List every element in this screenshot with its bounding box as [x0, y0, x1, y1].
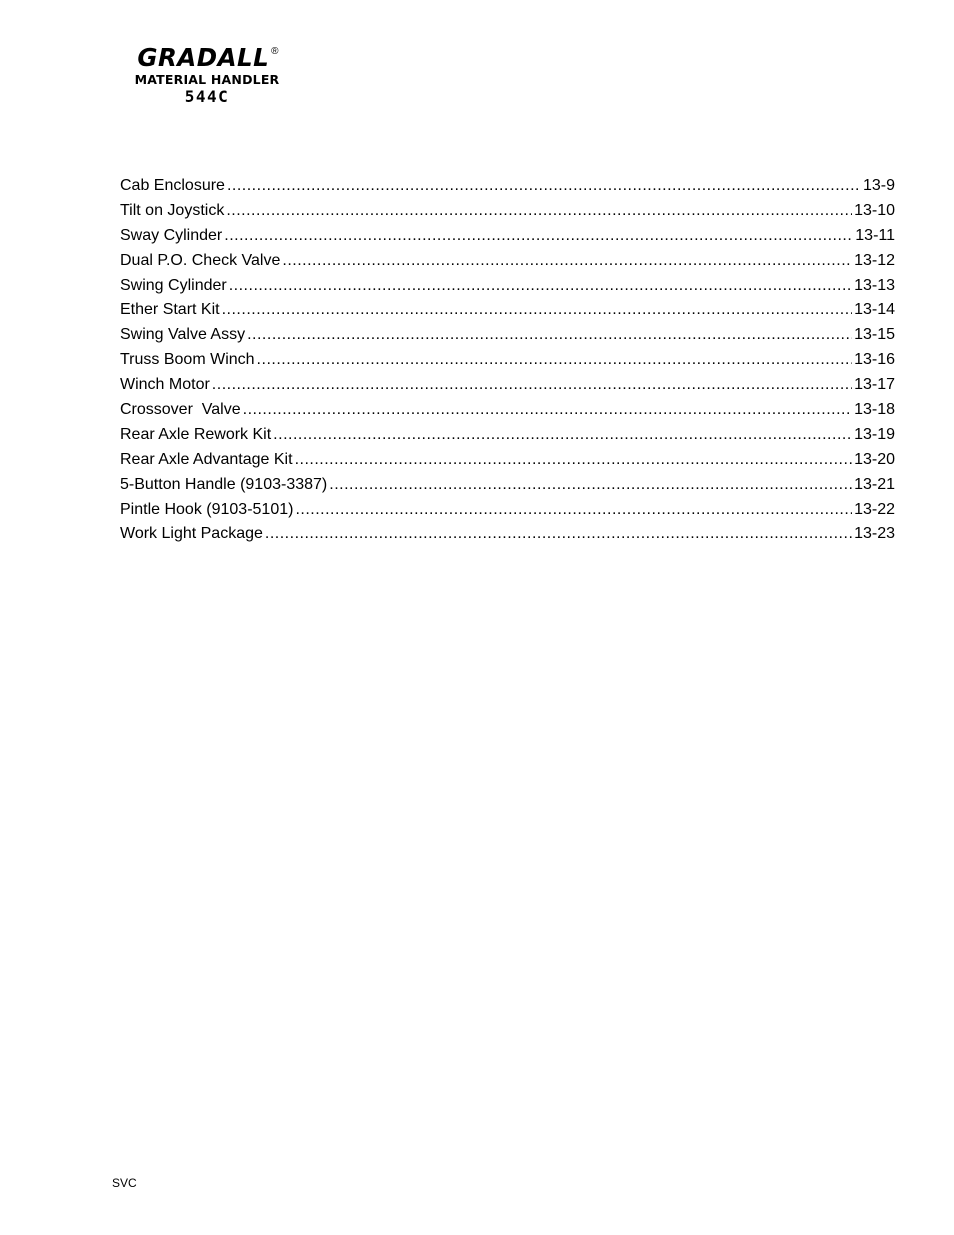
toc-dot-leader	[257, 348, 853, 373]
toc-dot-leader	[222, 298, 852, 323]
toc-entry[interactable]	[120, 448, 895, 473]
product-subtitle: MATERIAL HANDLER	[134, 72, 280, 87]
toc-entry-page: 13-11	[855, 226, 895, 244]
toc-entry-title: Ether Start Kit	[120, 301, 220, 319]
toc-entry-page: 13-13	[854, 276, 895, 294]
toc-entry-title: 5-Button Handle (9103-3387)	[120, 475, 328, 493]
model-number: 544C	[184, 87, 230, 106]
toc-entry[interactable]	[120, 348, 895, 373]
toc-dot-leader	[229, 274, 852, 299]
toc-entry-title: Crossover Valve	[120, 401, 241, 419]
toc-entry-page: 13-21	[854, 475, 895, 493]
toc-dot-leader	[212, 373, 852, 398]
toc-entry[interactable]	[120, 298, 895, 323]
toc-entry[interactable]	[120, 423, 895, 448]
footer-section-code: SVC	[112, 1176, 137, 1190]
table-of-contents	[120, 174, 895, 547]
toc-entry-page: 13-22	[854, 500, 895, 518]
toc-dot-leader	[226, 199, 852, 224]
toc-entry-title: Swing Valve Assy	[120, 326, 246, 344]
toc-entry-page: 13-14	[854, 301, 895, 319]
toc-entry[interactable]	[120, 473, 895, 498]
toc-entry-title: Work Light Package	[120, 525, 263, 543]
toc-dot-leader	[282, 249, 852, 274]
toc-entry-page: 13-9	[862, 177, 895, 194]
toc-entry-title: Pintle Hook (9103-5101)	[120, 500, 294, 518]
toc-dot-leader	[295, 448, 853, 473]
toc-entry-page: 13-10	[854, 201, 895, 219]
toc-entry[interactable]	[120, 373, 895, 398]
toc-dot-leader	[329, 473, 852, 498]
toc-entry[interactable]	[120, 398, 895, 423]
toc-entry[interactable]	[120, 249, 895, 274]
toc-entry-title: Rear Axle Advantage Kit	[120, 450, 293, 468]
toc-entry-page: 13-19	[854, 425, 895, 443]
toc-entry-title: Tilt on Joystick	[120, 201, 225, 219]
toc-entry-title: Cab Enclosure	[120, 177, 225, 194]
brand-logo	[112, 44, 302, 106]
toc-entry-page: 13-20	[854, 450, 895, 468]
toc-dot-leader	[295, 498, 852, 523]
toc-dot-leader	[247, 323, 852, 348]
toc-entry-title: Rear Axle Rework Kit	[120, 425, 272, 443]
toc-entry[interactable]	[120, 224, 895, 249]
toc-dot-leader	[224, 224, 853, 249]
toc-dot-leader	[227, 174, 861, 199]
toc-entry-page: 13-23	[854, 525, 895, 543]
toc-entry[interactable]	[120, 274, 895, 299]
brand-wordmark: GRADALL	[136, 43, 269, 72]
toc-entry-title: Winch Motor	[120, 376, 210, 394]
toc-entry-title: Truss Boom Winch	[120, 351, 255, 369]
toc-entry-page: 13-18	[854, 401, 895, 419]
toc-dot-leader	[273, 423, 852, 448]
toc-entry[interactable]	[120, 323, 895, 348]
toc-entry-title: Sway Cylinder	[120, 226, 223, 244]
toc-entry-title: Dual P.O. Check Valve	[120, 251, 281, 269]
toc-entry-title: Swing Cylinder	[120, 276, 227, 294]
toc-entry[interactable]	[120, 522, 895, 547]
toc-entry-page: 13-17	[854, 376, 895, 394]
toc-dot-leader	[265, 522, 852, 547]
toc-entry[interactable]	[120, 199, 895, 224]
toc-entry-page: 13-15	[854, 326, 895, 344]
registered-mark: ®	[271, 46, 279, 57]
toc-entry-page: 13-16	[854, 351, 895, 369]
toc-entry[interactable]	[120, 174, 895, 199]
toc-entry[interactable]	[120, 498, 895, 523]
brand-name	[112, 44, 302, 72]
toc-entry-page: 13-12	[854, 251, 895, 269]
toc-dot-leader	[243, 398, 852, 423]
